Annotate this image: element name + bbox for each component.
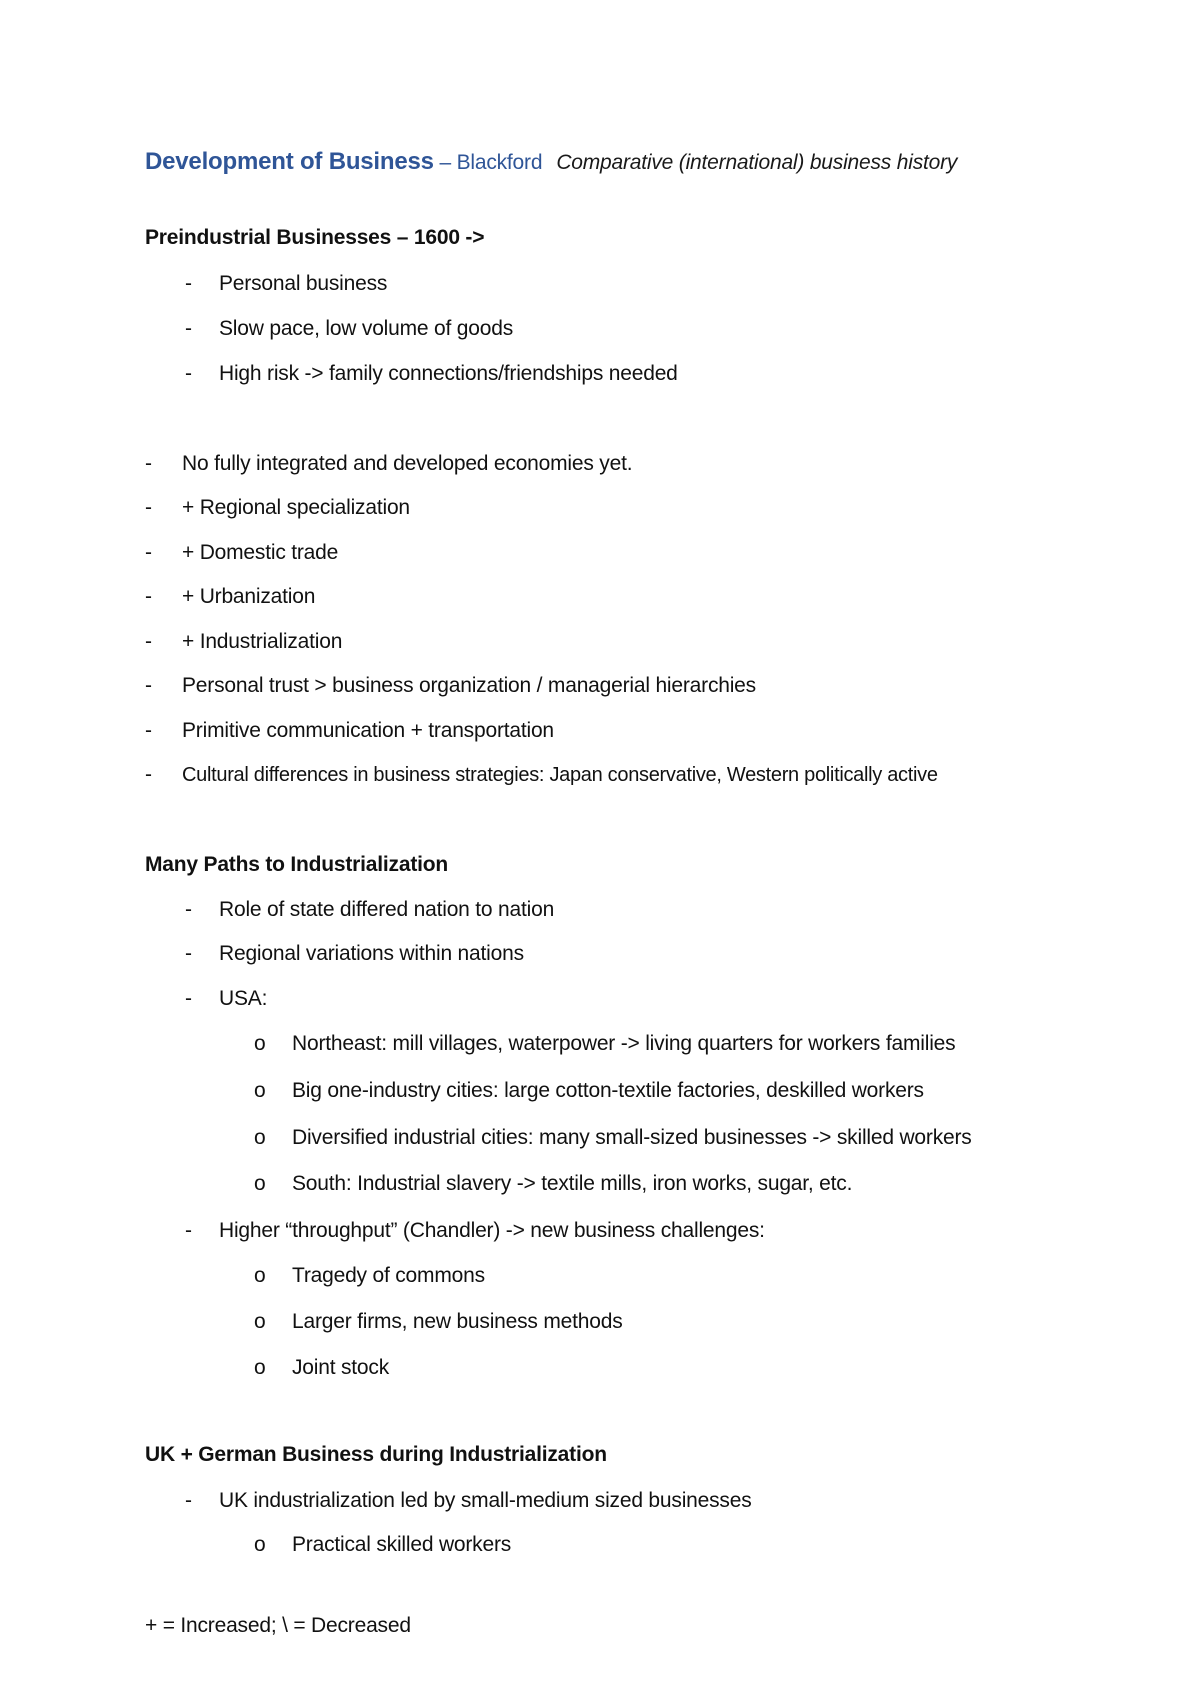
dash-bullet: - bbox=[185, 272, 192, 295]
list-item: Regional variations within nations bbox=[219, 942, 524, 965]
list-item: Role of state differed nation to nation bbox=[219, 898, 555, 921]
title-author: Blackford bbox=[456, 151, 543, 174]
dash-bullet: - bbox=[145, 763, 152, 786]
circle-bullet: o bbox=[254, 1126, 266, 1149]
list-item: Joint stock bbox=[292, 1356, 390, 1379]
document-title bbox=[145, 148, 957, 177]
dash-bullet: - bbox=[145, 452, 152, 475]
list-item: UK industrialization led by small-medium sized businesses bbox=[219, 1489, 752, 1512]
circle-bullet: o bbox=[254, 1533, 266, 1556]
circle-bullet: o bbox=[254, 1310, 266, 1333]
list-item: Larger firms, new business methods bbox=[292, 1310, 623, 1333]
list-item: Slow pace, low volume of goods bbox=[219, 317, 513, 340]
dash-bullet: - bbox=[185, 987, 192, 1010]
list-item: Higher “throughput” (Chandler) -> new business challenges: bbox=[219, 1219, 765, 1242]
list-item: Northeast: mill villages, waterpower -> living quarters for workers families bbox=[292, 1032, 956, 1055]
list-item: Big one-industry cities: large cotton-textile factories, deskilled workers bbox=[292, 1079, 924, 1102]
list-item: Personal business bbox=[219, 272, 388, 295]
list-item: + Domestic trade bbox=[182, 541, 339, 564]
dash-bullet: - bbox=[185, 1219, 192, 1242]
circle-bullet: o bbox=[254, 1356, 266, 1379]
circle-bullet: o bbox=[254, 1172, 266, 1195]
list-item: Practical skilled workers bbox=[292, 1533, 512, 1556]
dash-bullet: - bbox=[145, 585, 152, 608]
dash-bullet: - bbox=[145, 719, 152, 742]
dash-bullet: - bbox=[145, 630, 152, 653]
list-item: + Urbanization bbox=[182, 585, 316, 608]
dash-bullet: - bbox=[145, 541, 152, 564]
title-subtitle: Comparative (international) business history bbox=[556, 151, 958, 174]
list-item: High risk -> family connections/friendships needed bbox=[219, 362, 678, 385]
title-main: Development of Business bbox=[145, 148, 434, 175]
dash-bullet: - bbox=[145, 674, 152, 697]
list-item: No fully integrated and developed economies yet. bbox=[182, 452, 633, 475]
title-separator: – bbox=[433, 151, 457, 174]
list-item: Cultural differences in business strategies: Japan conservative, Western politically active bbox=[182, 764, 938, 786]
list-item: USA: bbox=[219, 987, 268, 1010]
list-item: Diversified industrial cities: many small-sized businesses -> skilled workers bbox=[292, 1126, 972, 1149]
dash-bullet: - bbox=[185, 942, 192, 965]
dash-bullet: - bbox=[185, 362, 192, 385]
circle-bullet: o bbox=[254, 1264, 266, 1287]
list-item: Personal trust > business organization / managerial hierarchies bbox=[182, 674, 756, 697]
list-item: South: Industrial slavery -> textile mills, iron works, sugar, etc. bbox=[292, 1172, 853, 1195]
legend-note: + = Increased; \ = Decreased bbox=[145, 1614, 411, 1637]
circle-bullet: o bbox=[254, 1079, 266, 1102]
circle-bullet: o bbox=[254, 1032, 266, 1055]
list-item: Tragedy of commons bbox=[292, 1264, 485, 1287]
dash-bullet: - bbox=[185, 317, 192, 340]
section-heading-many-paths: Many Paths to Industrialization bbox=[145, 853, 448, 876]
list-item: + Regional specialization bbox=[182, 496, 410, 519]
dash-bullet: - bbox=[185, 1489, 192, 1512]
list-item: + Industrialization bbox=[182, 630, 343, 653]
dash-bullet: - bbox=[145, 496, 152, 519]
list-item: Primitive communication + transportation bbox=[182, 719, 554, 742]
section-heading-uk-german: UK + German Business during Industrialization bbox=[145, 1443, 607, 1466]
dash-bullet: - bbox=[185, 898, 192, 921]
section-heading-preindustrial: Preindustrial Businesses – 1600 -> bbox=[145, 226, 485, 249]
